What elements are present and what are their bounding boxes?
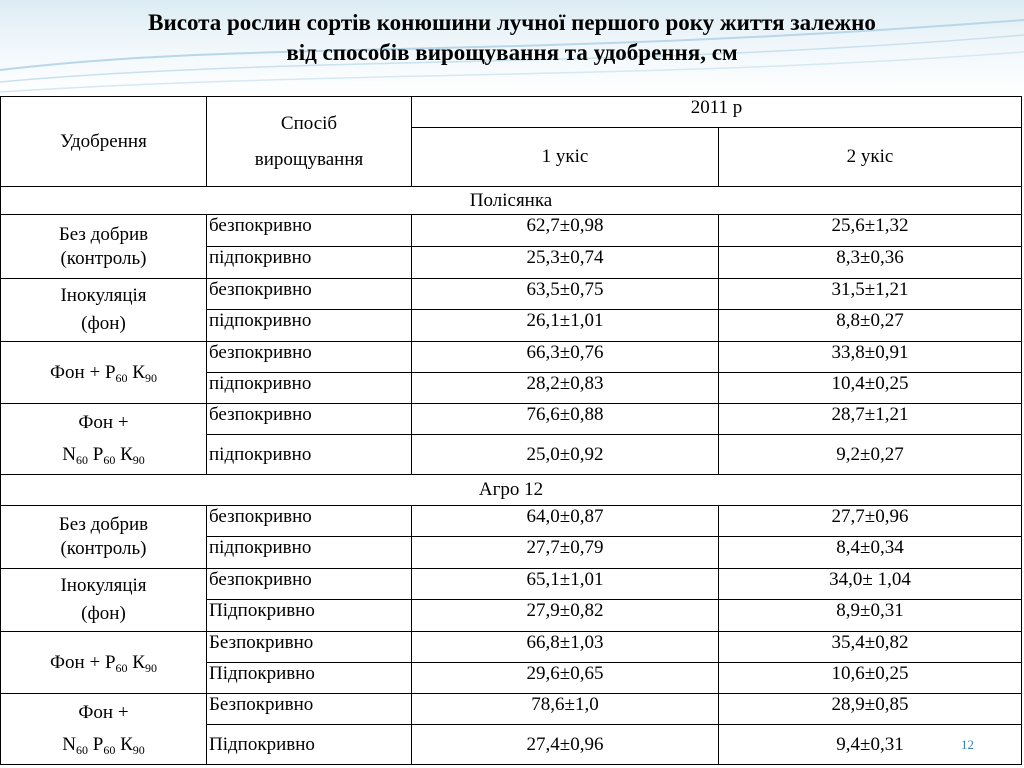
cut1-value: 27,7±0,79 [412,537,719,569]
method-cell: Підпокривно [207,725,412,765]
cut1-value: 65,1±1,01 [412,569,719,600]
cut2-value: 10,4±0,25 [719,373,1022,404]
cut1-value: 66,8±1,03 [412,632,719,663]
cut1-value: 27,9±0,82 [412,600,719,632]
cut2-value: 31,5±1,21 [719,279,1022,310]
fertilizer-fon-npk: Фон + $N_{60}$ $Р_{60}$ $К_{90}$ [1,694,207,765]
cut2-value: 28,9±0,85 [719,694,1022,725]
plant-height-table [0,96,1022,765]
cut1-value: 78,6±1,0 [412,694,719,725]
fertilizer-fon-npk: Фон + $N_{60}$ $Р_{60}$ $К_{90}$ [1,404,207,475]
cut2-value: 8,3±0,36 [719,247,1022,279]
page-number: 12 [961,737,974,752]
cut1-value: 63,5±0,75 [412,279,719,310]
cut2-value: 9,2±0,27 [719,435,1022,475]
title-line-1: Висота рослин сортів конюшини лучної першого року життя залежно [148,10,876,35]
variety-header: Полісянка [1,187,1022,215]
header-method: Спосіб вирощування [207,97,412,187]
method-cell: підпокривно [207,247,412,279]
cut1-value: 25,0±0,92 [412,435,719,475]
fertilizer-control: Без добрив (контроль) [1,506,207,569]
cut2-value: 8,8±0,27 [719,310,1022,342]
header-fertilizer: Удобрення [1,97,207,187]
method-cell: безпокривно [207,569,412,600]
cut2-value: 10,6±0,25 [719,663,1022,694]
cut2-value: 34,0± 1,04 [719,569,1022,600]
method-cell: підпокривно [207,435,412,475]
fertilizer-fon-pk: Фон + $Р_{60}$ $К_{90}$ [1,342,207,404]
method-cell: підпокривно [207,373,412,404]
title-line-2: від способів вирощування та удобрення, см [286,40,738,65]
slide-title [0,8,1024,68]
method-cell: підпокривно [207,310,412,342]
method-cell: безпокривно [207,506,412,537]
method-cell: підпокривно [207,537,412,569]
cut2-value: 25,6±1,32 [719,215,1022,247]
header-cut-1: 1 укіс [412,128,719,187]
method-cell: безпокривно [207,215,412,247]
method-cell: безпокривно [207,404,412,435]
method-cell: Підпокривно [207,663,412,694]
cut2-value: 27,7±0,96 [719,506,1022,537]
fertilizer-inoculation: Інокуляція (фон) [1,279,207,342]
variety-header: Агро 12 [1,475,1022,506]
fertilizer-inoculation: Інокуляція (фон) [1,569,207,632]
cut2-value: 8,9±0,31 [719,600,1022,632]
cut1-value: 62,7±0,98 [412,215,719,247]
cut1-value: 66,3±0,76 [412,342,719,373]
cut2-value: 8,4±0,34 [719,537,1022,569]
header-year: 2011 р [412,97,1022,128]
cut1-value: 26,1±1,01 [412,310,719,342]
cut2-value: 33,8±0,91 [719,342,1022,373]
cut2-value: 35,4±0,82 [719,632,1022,663]
cut2-value: 9,4±0,31 [719,725,1022,765]
method-cell: Безпокривно [207,632,412,663]
header-cut-2: 2 укіс [719,128,1022,187]
cut1-value: 27,4±0,96 [412,725,719,765]
cut1-value: 28,2±0,83 [412,373,719,404]
cut1-value: 25,3±0,74 [412,247,719,279]
cut1-value: 76,6±0,88 [412,404,719,435]
fertilizer-fon-pk: Фон + $Р_{60}$ $К_{90}$ [1,632,207,694]
method-cell: безпокривно [207,342,412,373]
method-cell: Безпокривно [207,694,412,725]
method-cell: безпокривно [207,279,412,310]
cut2-value: 28,7±1,21 [719,404,1022,435]
method-cell: Підпокривно [207,600,412,632]
cut1-value: 64,0±0,87 [412,506,719,537]
cut1-value: 29,6±0,65 [412,663,719,694]
fertilizer-control: Без добрив (контроль) [1,215,207,279]
